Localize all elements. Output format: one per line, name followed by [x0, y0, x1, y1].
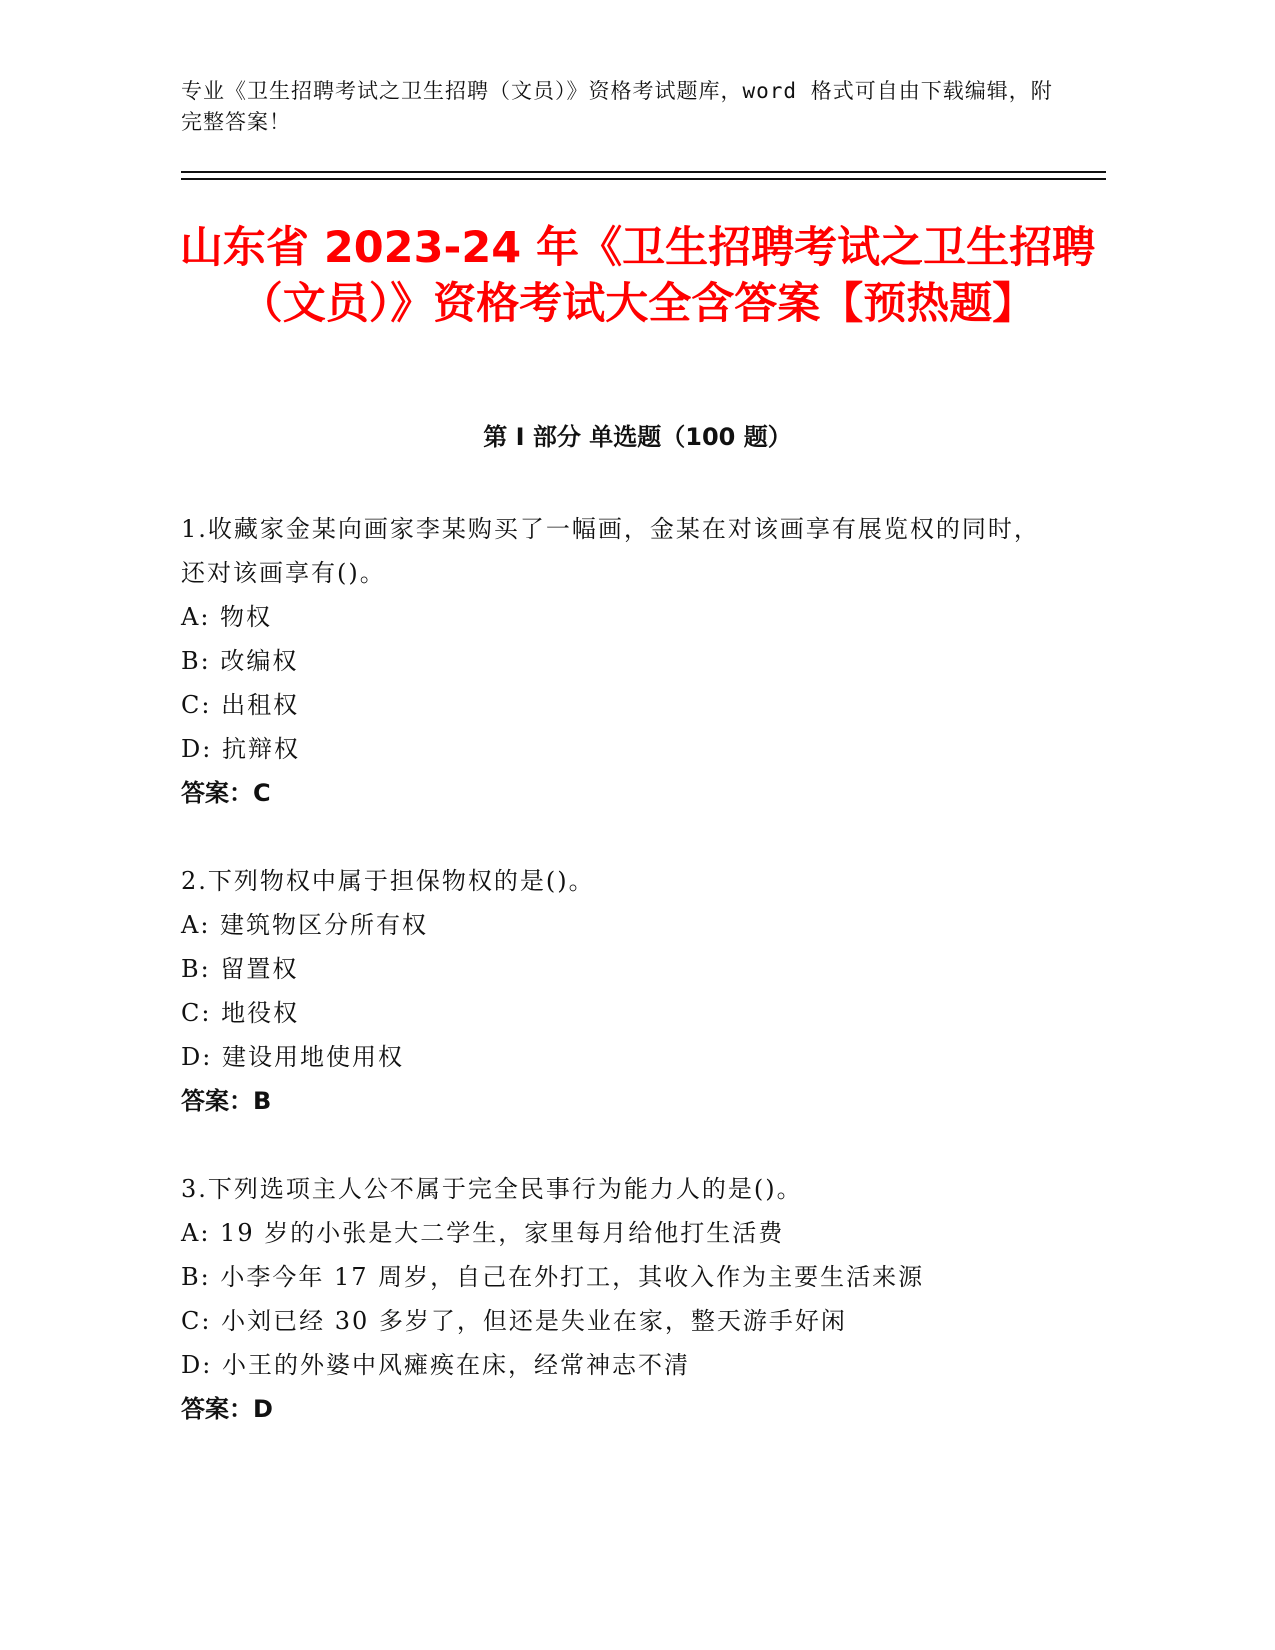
option-d: D: 建设用地使用权 — [181, 1043, 404, 1071]
question-stem: 2.下列物权中属于担保物权的是()。 — [181, 867, 595, 895]
option-c: C: 地役权 — [181, 999, 300, 1027]
option-d: D: 小王的外婆中风瘫痪在床，经常神志不清 — [181, 1351, 690, 1379]
option-a: A: 物权 — [181, 603, 273, 631]
option-c: C: 小刘已经 30 多岁了，但还是失业在家，整天游手好闲 — [181, 1307, 847, 1335]
question-2 — [181, 859, 1061, 1123]
header-note: 专业《卫生招聘考试之卫生招聘（文员）》资格考试题库，word 格式可自由下载编辑，附完整答案！ — [181, 79, 1053, 134]
option-b: B: 改编权 — [181, 647, 299, 675]
option-a: A: 建筑物区分所有权 — [181, 911, 429, 939]
answer-line: 答案：C — [181, 779, 271, 807]
option-d: D: 抗辩权 — [181, 735, 300, 763]
option-b: B: 留置权 — [181, 955, 299, 983]
answer-line: 答案：D — [181, 1395, 273, 1423]
section-title: 第 I 部分 单选题（100 题） — [483, 423, 792, 451]
answer-line: 答案：B — [181, 1087, 272, 1115]
question-stem: 1.收藏家金某向画家李某购买了一幅画，金某在对该画享有展览权的同时，还对该画享有()。 — [181, 515, 1040, 587]
option-c: C: 出租权 — [181, 691, 300, 719]
question-list — [181, 507, 1061, 1475]
question-1 — [181, 507, 1061, 815]
document-title: 山东省 2023-24 年《卫生招聘考试之卫生招聘（文员）》资格考试大全含答案【预热题】 — [179, 223, 1096, 329]
question-3 — [181, 1167, 1061, 1431]
question-stem: 3.下列选项主人公不属于完全民事行为能力人的是()。 — [181, 1175, 803, 1203]
header-rule-top — [181, 171, 1106, 173]
option-b: B: 小李今年 17 周岁，自己在外打工，其收入作为主要生活来源 — [181, 1263, 925, 1291]
header-rule-bottom — [181, 178, 1106, 180]
option-a: A: 19 岁的小张是大二学生，家里每月给他打生活费 — [181, 1219, 785, 1247]
